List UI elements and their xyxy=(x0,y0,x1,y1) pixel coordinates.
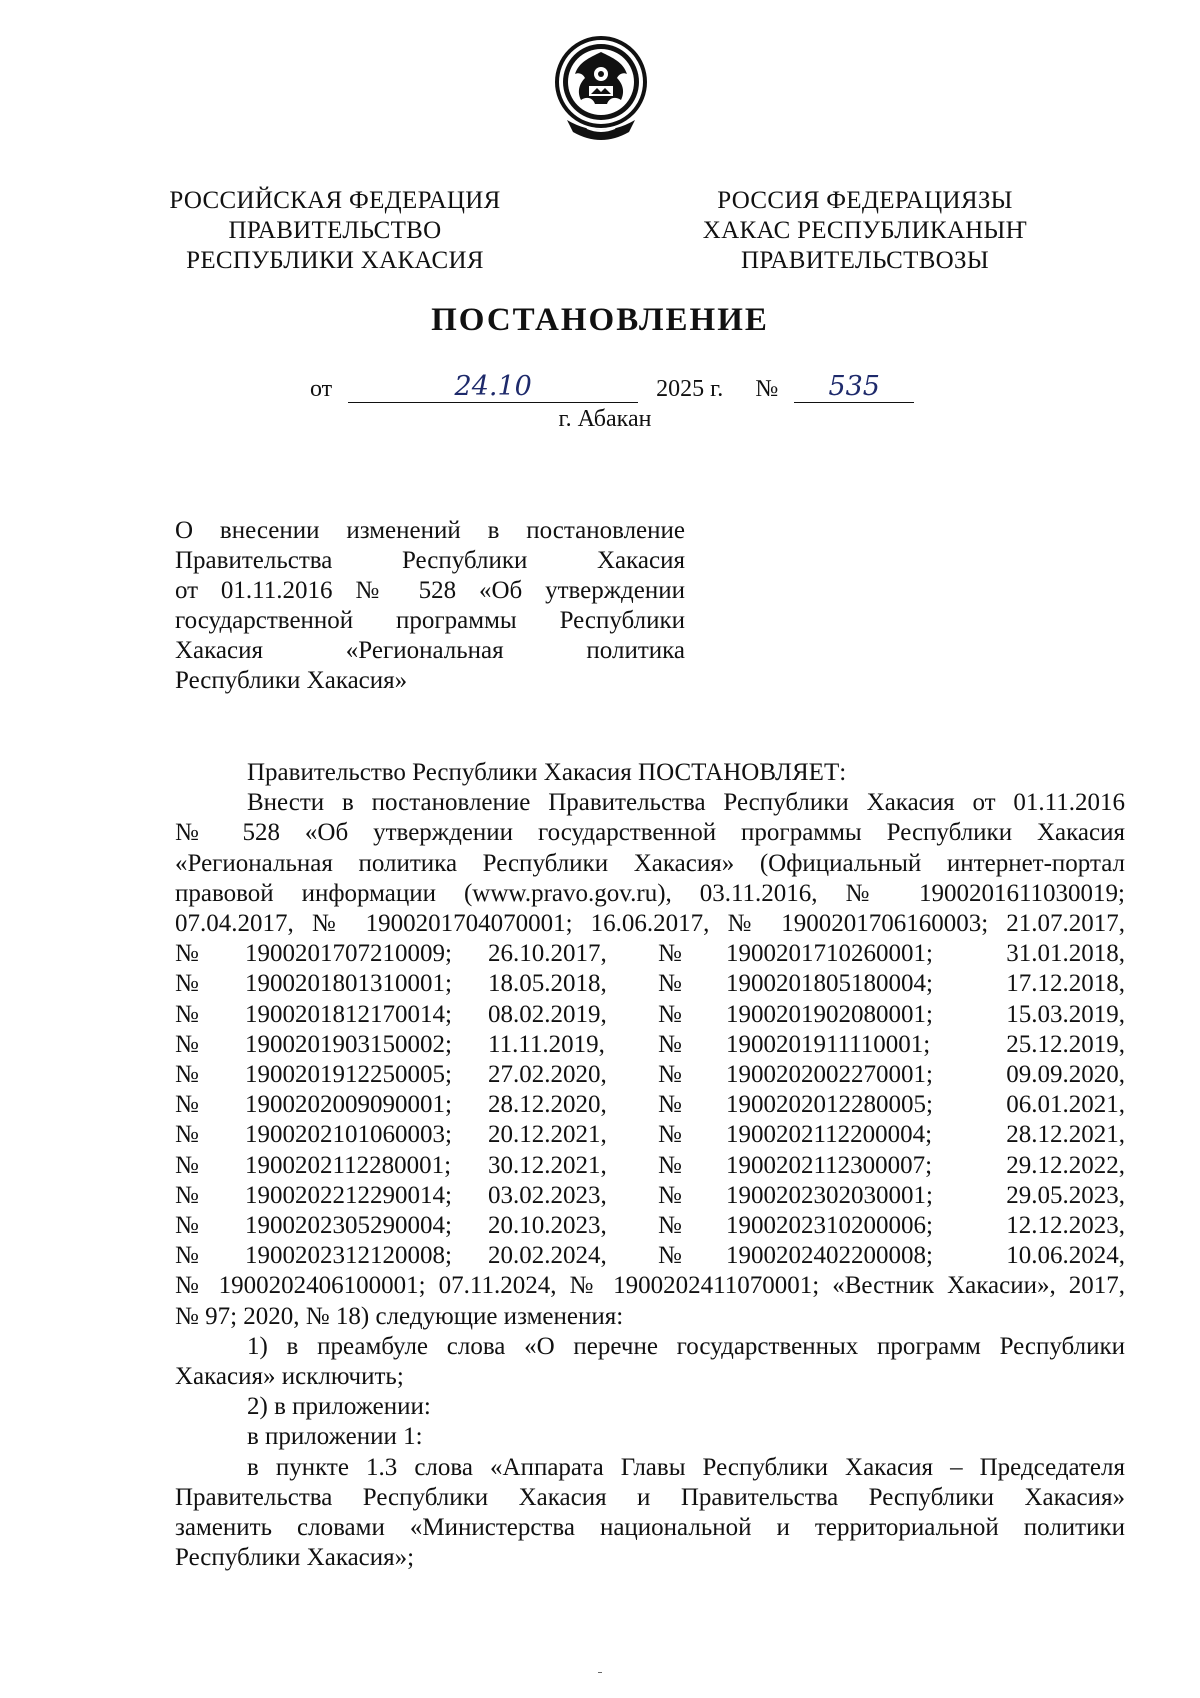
document-body xyxy=(175,758,1125,1573)
body-line: 07.04.2017, № 1900201704070001; 16.06.2017, № 1900201706160003; 21.07.2017, xyxy=(175,910,1125,938)
subject-line: О внесении изменений в постановление xyxy=(175,517,685,544)
registry-row xyxy=(175,1000,1125,1030)
body-line: № 97; 2020, № 18) следующие изменения: xyxy=(175,1302,624,1330)
registry-number: 1900201912250005; xyxy=(245,1061,452,1089)
registry-number: 1900202112300007; xyxy=(726,1151,933,1179)
subject-line: государственной программы Республики xyxy=(175,607,685,634)
subject-block xyxy=(175,516,685,696)
registry-number: 1900202112280001; xyxy=(245,1151,452,1179)
registry-date: 28.12.2020, xyxy=(488,1091,607,1119)
registry-date: 27.02.2020, xyxy=(488,1061,607,1089)
registry-date: 28.12.2021, xyxy=(1006,1121,1125,1149)
registry-date: 11.11.2019, xyxy=(488,1030,605,1058)
registry-number: 1900202112200004; xyxy=(726,1121,933,1149)
header-khakas xyxy=(680,186,1050,276)
registry-number: 1900202212290014; xyxy=(245,1181,452,1209)
subject-line: Правительства Республики Хакасия xyxy=(175,547,685,574)
registry-row xyxy=(175,969,1125,999)
registry-date: 20.10.2023, xyxy=(488,1212,607,1240)
registry-row xyxy=(175,1151,1125,1181)
registry-row xyxy=(175,1181,1125,1211)
number-sign: № xyxy=(658,1121,682,1149)
registry-date: 12.12.2023, xyxy=(1006,1212,1125,1240)
item-2-heading: 2) в приложении: xyxy=(247,1393,431,1421)
header-right-line: РОССИЯ ФЕДЕРАЦИЯЗЫ xyxy=(717,187,1013,214)
item-2-line: в пункте 1.3 слова «Аппарата Главы Республики Хакасия – Председателя xyxy=(247,1453,1125,1481)
coat-of-arms-emblem xyxy=(549,28,653,150)
registry-date: 03.02.2023, xyxy=(488,1181,607,1209)
preamble: Правительство Республики Хакасия ПОСТАНОВЛЯЕТ: xyxy=(247,759,847,786)
number-sign: № xyxy=(658,1091,682,1119)
registry-number: 1900201801310001; xyxy=(245,970,452,998)
registry-date: 25.12.2019, xyxy=(1006,1030,1125,1058)
number-sign: № xyxy=(658,970,682,998)
handwritten-number: 535 xyxy=(794,372,914,403)
body-line: № 528 «Об утверждении государственной программы Республики Хакасия xyxy=(175,819,1125,847)
header-right-line: ПРАВИТЕЛЬСТВОЗЫ xyxy=(741,247,989,274)
item-1-line: 1) в преамбуле слова «О перечне государственных программ Республики xyxy=(247,1332,1125,1360)
registry-date: 20.02.2024, xyxy=(488,1242,607,1270)
header-right-line: ХАКАС РЕСПУБЛИКАНЫҤ xyxy=(702,217,1028,244)
number-sign: № xyxy=(175,970,199,998)
body-line: правовой информации (www.pravo.gov.ru), 03.11.2016, № 1900201611030019; xyxy=(175,879,1125,907)
number-sign: № xyxy=(658,1242,682,1270)
number-sign: № xyxy=(175,940,199,968)
subject-line: от 01.11.2016 № 528 «Об утверждении xyxy=(175,577,685,604)
registry-date: 17.12.2018, xyxy=(1006,970,1125,998)
registry-number: 1900201812170014; xyxy=(245,1000,452,1028)
header-left-line: РЕСПУБЛИКИ ХАКАСИЯ xyxy=(186,247,484,274)
registry-number: 1900201902080001; xyxy=(726,1000,933,1028)
number-sign: № xyxy=(175,1091,199,1119)
header-left-line: РОССИЙСКАЯ ФЕДЕРАЦИЯ xyxy=(169,187,501,214)
registry-row xyxy=(175,1090,1125,1120)
registry-date: 15.03.2019, xyxy=(1006,1000,1125,1028)
registry-row xyxy=(175,1120,1125,1150)
number-sign: № xyxy=(175,1212,199,1240)
number-sign: № xyxy=(175,1151,199,1179)
page-footer-mark xyxy=(598,1672,602,1673)
header-left-line: ПРАВИТЕЛЬСТВО xyxy=(228,217,442,244)
registry-number: 1900201707210009; xyxy=(245,940,452,968)
registry-date: 09.09.2020, xyxy=(1006,1061,1125,1089)
registry-row xyxy=(175,1030,1125,1060)
document-type-title: ПОСТАНОВЛЕНИЕ xyxy=(431,302,769,338)
registry-number: 1900202402200008; xyxy=(726,1242,933,1270)
registry-date: 06.01.2021, xyxy=(1006,1091,1125,1119)
body-line: Внести в постановление Правительства Республики Хакасия от 01.11.2016 xyxy=(247,789,1125,817)
number-label: № xyxy=(755,376,779,402)
registry-date: 29.12.2022, xyxy=(1006,1151,1125,1179)
number-sign: № xyxy=(658,1000,682,1028)
date-and-number-line xyxy=(310,372,914,403)
registry-number: 1900201805180004; xyxy=(726,970,933,998)
registry-list xyxy=(175,939,1125,1271)
body-line: «Региональная политика Республики Хакасия» (Официальный интернет-портал xyxy=(175,849,1125,877)
number-sign: № xyxy=(175,1242,199,1270)
item-1-line: Хакасия» исключить; xyxy=(175,1363,404,1391)
item-2-line: заменить словами «Министерства национальной и территориальной политики xyxy=(175,1514,1125,1542)
registry-date: 10.06.2024, xyxy=(1006,1242,1125,1270)
item-2-line: Правительства Республики Хакасия и Правительства Республики Хакасия» xyxy=(175,1483,1125,1511)
number-sign: № xyxy=(658,1212,682,1240)
body-line: № 1900202406100001; 07.11.2024, № 1900202411070001; «Вестник Хакасии», 2017, xyxy=(175,1272,1125,1300)
registry-number: 1900202012280005; xyxy=(726,1091,933,1119)
registry-date: 18.05.2018, xyxy=(488,970,607,998)
year-label: 2025 г. xyxy=(656,376,724,402)
registry-row xyxy=(175,1241,1125,1271)
number-sign: № xyxy=(658,1030,682,1058)
registry-row xyxy=(175,1060,1125,1090)
registry-number: 1900202312120008; xyxy=(245,1242,452,1270)
city-line: г. Абакан xyxy=(558,406,652,432)
item-2-line: Республики Хакасия»; xyxy=(175,1544,415,1572)
registry-number: 1900202302030001; xyxy=(726,1181,933,1209)
number-sign: № xyxy=(658,1181,682,1209)
number-sign: № xyxy=(175,1121,199,1149)
registry-number: 1900201903150002; xyxy=(245,1030,452,1058)
number-sign: № xyxy=(175,1030,199,1058)
subject-line: Хакасия «Региональная политика xyxy=(175,637,685,664)
number-sign: № xyxy=(658,1151,682,1179)
item-2-subheading: в приложении 1: xyxy=(247,1423,423,1451)
registry-number: 1900202002270001; xyxy=(726,1061,933,1089)
registry-number: 1900201710260001; xyxy=(726,940,933,968)
number-sign: № xyxy=(175,1061,199,1089)
registry-date: 08.02.2019, xyxy=(488,1000,607,1028)
number-sign: № xyxy=(658,1061,682,1089)
handwritten-date: 24.10 xyxy=(348,372,638,403)
registry-date: 26.10.2017, xyxy=(488,940,607,968)
subject-line: Республики Хакасия» xyxy=(175,667,408,694)
registry-date: 29.05.2023, xyxy=(1006,1181,1125,1209)
registry-date: 20.12.2021, xyxy=(488,1121,607,1149)
registry-row xyxy=(175,939,1125,969)
registry-number: 1900202310200006; xyxy=(726,1212,933,1240)
registry-number: 1900202305290004; xyxy=(245,1212,452,1240)
header-russian xyxy=(150,186,520,276)
registry-date: 31.01.2018, xyxy=(1006,940,1125,968)
number-sign: № xyxy=(175,1000,199,1028)
registry-row xyxy=(175,1211,1125,1241)
registry-number: 1900202101060003; xyxy=(245,1121,452,1149)
registry-number: 1900202009090001; xyxy=(245,1091,452,1119)
from-label: от xyxy=(310,376,333,402)
number-sign: № xyxy=(175,1181,199,1209)
registry-number: 1900201911110001; xyxy=(726,1030,931,1058)
number-sign: № xyxy=(658,940,682,968)
registry-date: 30.12.2021, xyxy=(488,1151,607,1179)
